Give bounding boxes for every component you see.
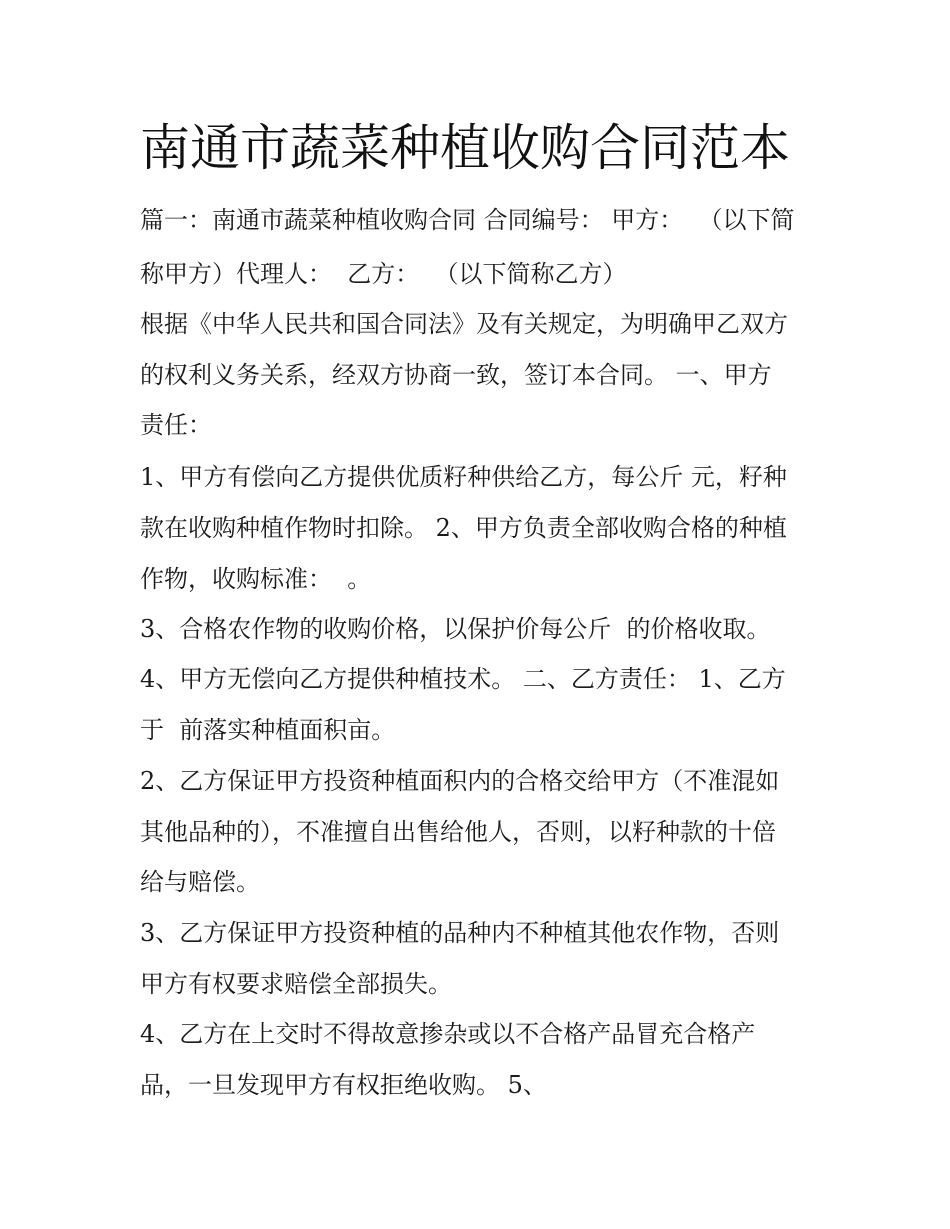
text-line: 4、乙方在上交时不得故意掺杂或以不合格产品冒充合格产 — [140, 1020, 756, 1048]
text-line: 3、合格农作物的收购价格，以保护价每公斤 的价格收取。 — [140, 615, 771, 643]
text-line: 4、甲方无偿向乙方提供种植技术。 二、乙方责任： 1、乙方 — [140, 665, 786, 693]
text-line: 款在收购种植作物时扣除。 2、甲方负责全部收购合格的种植 — [140, 514, 787, 542]
text-line: 责任： — [140, 411, 212, 439]
text-line: 甲方有权要求赔偿全部损失。 — [140, 970, 452, 998]
text-line: 给与赔偿。 — [140, 868, 260, 896]
text-line: 其他品种的），不准擅自出售给他人，否则，以籽种款的十倍 — [140, 818, 776, 846]
text-line: 篇一：南通市蔬菜种植收购合同 合同编号： 甲方： （以下简 — [140, 206, 795, 234]
text-line: 根据《中华人民共和国合同法》及有关规定，为明确甲乙双方 — [140, 310, 788, 338]
text-line: 3、乙方保证甲方投资种植的品种内不种植其他农作物，否则 — [140, 919, 780, 947]
document-title: 南通市蔬菜种植收购合同范本 — [140, 119, 790, 177]
text-line: 称甲方）代理人： 乙方： （以下简称乙方） — [140, 260, 627, 288]
text-line: 作物，收购标准： 。 — [140, 565, 372, 593]
text-line: 1、甲方有偿向乙方提供优质籽种供给乙方，每公斤 元，籽种 — [140, 463, 787, 491]
text-line: 2、乙方保证甲方投资种植面积内的合格交给甲方（不准混如 — [140, 767, 780, 795]
text-line: 于 前落实种植面积亩。 — [140, 716, 396, 744]
text-line: 的权利义务关系，经双方协商一致，签订本合同。 一、甲方 — [140, 361, 772, 389]
text-line: 品，一旦发现甲方有权拒绝收购。 5、 — [140, 1071, 547, 1099]
